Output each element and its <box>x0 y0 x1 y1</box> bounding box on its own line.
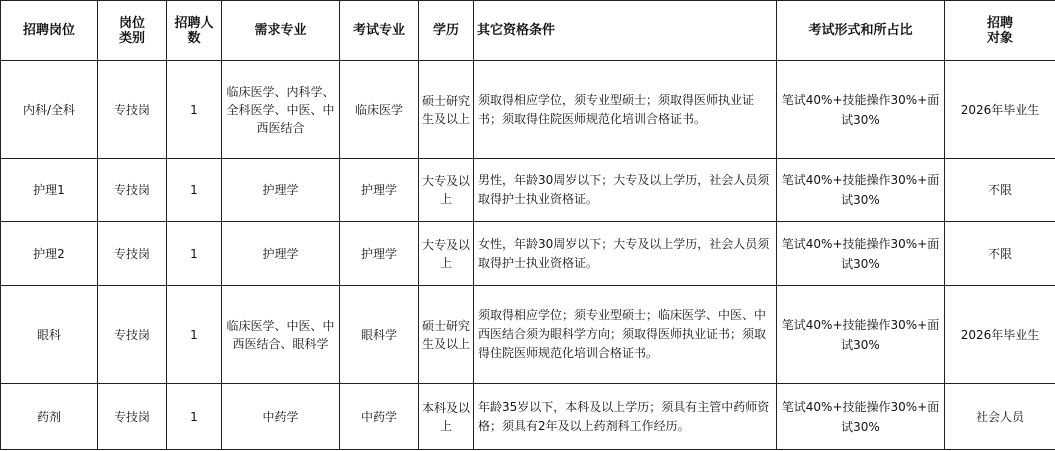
table-row <box>1 384 1055 450</box>
header-target-line2: 对象 <box>986 30 1013 46</box>
cell-exam-major: 临床医学 <box>340 61 419 159</box>
cell-other: 须取得相应学位，须专业型硕士；须取得医师执业证书；须取得住院医师规范化培训合格证书。 <box>474 61 777 159</box>
header-exam-form: 考试形式和所占比 <box>777 1 945 61</box>
cell-exam-major: 眼科学 <box>340 286 419 384</box>
cell-major: 中药学 <box>222 384 340 450</box>
cell-major: 临床医学、内科学、全科医学、中医、中西医结合 <box>222 61 340 159</box>
cell-major: 护理学 <box>222 222 340 286</box>
table-row <box>1 61 1055 159</box>
cell-position: 眼科 <box>1 286 98 384</box>
header-count <box>167 1 222 61</box>
table-row <box>1 286 1055 384</box>
cell-other: 须取得相应学位；须专业型硕士；临床医学、中医、中西医结合须为眼科学方向；须取得医师执业证书；须取得住院医师规范化培训合格证书。 <box>474 286 777 384</box>
cell-target: 社会人员 <box>945 384 1055 450</box>
cell-count: 1 <box>167 384 222 450</box>
cell-exam-form: 笔试40%+技能操作30%+面试30% <box>777 384 945 450</box>
header-position: 招聘岗位 <box>1 1 98 61</box>
header-target <box>945 1 1055 61</box>
header-category-line1: 岗位 <box>118 15 145 31</box>
cell-education: 硕士研究生及以上 <box>419 61 474 159</box>
cell-target: 2026年毕业生 <box>945 61 1055 159</box>
header-other: 其它资格条件 <box>474 1 777 61</box>
cell-exam-major: 护理学 <box>340 222 419 286</box>
cell-major: 临床医学、中医、中西医结合、眼科学 <box>222 286 340 384</box>
cell-other: 年龄35岁以下，本科及以上学历；须具有主管中药师资格；须具有2年及以上药剂科工作经历。 <box>474 384 777 450</box>
cell-exam-form: 笔试40%+技能操作30%+面试30% <box>777 286 945 384</box>
table-row <box>1 222 1055 286</box>
header-target-line1: 招聘 <box>986 15 1013 31</box>
cell-position: 内科/全科 <box>1 61 98 159</box>
cell-position: 药剂 <box>1 384 98 450</box>
cell-target: 2026年毕业生 <box>945 286 1055 384</box>
header-count-line1: 招聘人 <box>174 15 214 31</box>
header-education: 学历 <box>419 1 474 61</box>
cell-education: 大专及以上 <box>419 222 474 286</box>
cell-other: 女性，年龄30周岁以下；大专及以上学历，社会人员须取得护士执业资格证。 <box>474 222 777 286</box>
cell-category: 专技岗 <box>98 286 167 384</box>
cell-major: 护理学 <box>222 159 340 222</box>
cell-exam-form: 笔试40%+技能操作30%+面试30% <box>777 222 945 286</box>
cell-exam-major: 护理学 <box>340 159 419 222</box>
cell-target: 不限 <box>945 159 1055 222</box>
header-category-line2: 类别 <box>118 30 145 46</box>
cell-count: 1 <box>167 222 222 286</box>
cell-category: 专技岗 <box>98 384 167 450</box>
cell-position: 护理1 <box>1 159 98 222</box>
cell-target: 不限 <box>945 222 1055 286</box>
table-row <box>1 159 1055 222</box>
cell-exam-form: 笔试40%+技能操作30%+面试30% <box>777 61 945 159</box>
header-major: 需求专业 <box>222 1 340 61</box>
cell-count: 1 <box>167 61 222 159</box>
cell-other: 男性，年龄30周岁以下；大专及以上学历，社会人员须取得护士执业资格证。 <box>474 159 777 222</box>
cell-category: 专技岗 <box>98 222 167 286</box>
header-row <box>1 1 1055 61</box>
cell-exam-form: 笔试40%+技能操作30%+面试30% <box>777 159 945 222</box>
cell-count: 1 <box>167 286 222 384</box>
cell-exam-major: 中药学 <box>340 384 419 450</box>
header-count-line2: 数 <box>187 30 201 46</box>
cell-education: 本科及以上 <box>419 384 474 450</box>
cell-education: 硕士研究生及以上 <box>419 286 474 384</box>
cell-position: 护理2 <box>1 222 98 286</box>
cell-education: 大专及以上 <box>419 159 474 222</box>
header-exam-major: 考试专业 <box>340 1 419 61</box>
cell-category: 专技岗 <box>98 159 167 222</box>
cell-category: 专技岗 <box>98 61 167 159</box>
header-category <box>98 1 167 61</box>
cell-count: 1 <box>167 159 222 222</box>
